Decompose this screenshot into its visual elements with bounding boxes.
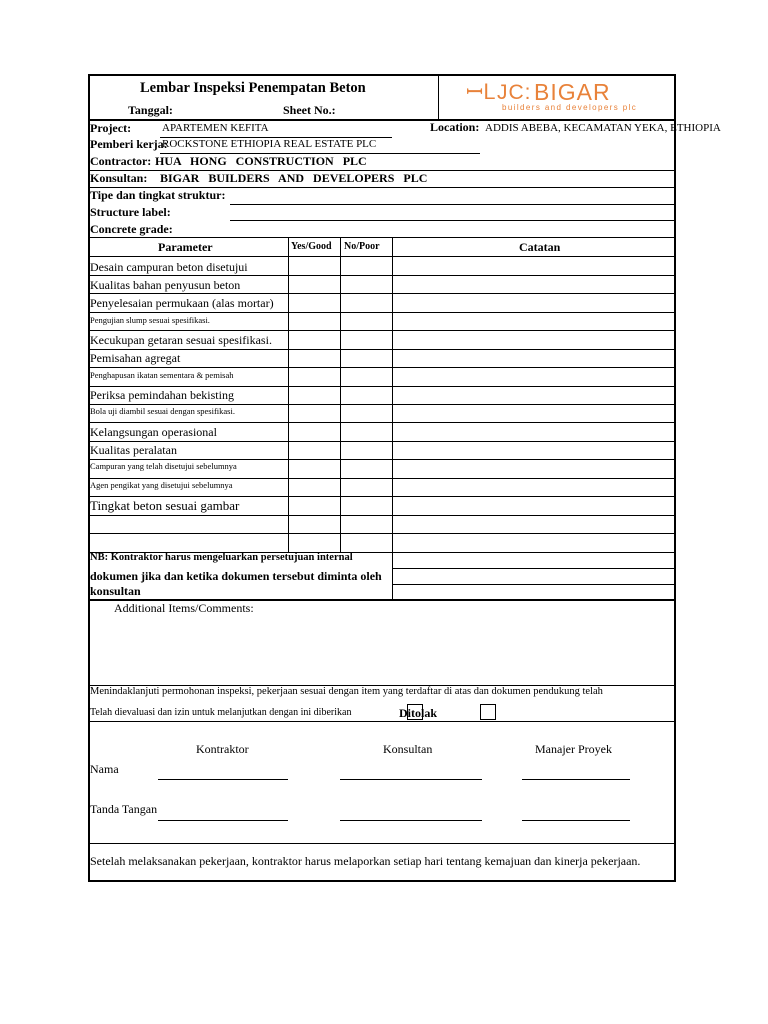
sheet-no-label: Sheet No.:: [283, 103, 336, 117]
contractor-signature-line[interactable]: [158, 820, 288, 821]
project-value: APARTEMEN KEFITA: [162, 122, 269, 134]
header-yes-good: Yes/Good: [291, 241, 332, 252]
table-row-divider: [88, 367, 676, 368]
table-row-divider: [88, 349, 676, 350]
parameter-label: Penghapusan ikatan sementara & pemisah: [90, 370, 234, 380]
manager-signature-line[interactable]: [522, 820, 630, 821]
parameter-label: Campuran yang telah disetujui sebelumnya: [90, 461, 237, 471]
consultant-signature-line[interactable]: [340, 820, 482, 821]
header-notes: Catatan: [519, 240, 561, 254]
header-divider: [438, 75, 439, 120]
name-label: Nama: [90, 762, 119, 776]
consultant-name-line[interactable]: [340, 779, 482, 780]
table-row-divider: [88, 312, 676, 313]
followup-line-2: Telah dievaluasi dan izin untuk melanjutkan dengan ini diberikan: [90, 707, 352, 718]
parameter-label: Bola uji diambil sesuai dengan spesifikasi.: [90, 406, 235, 416]
rule-nb-notes-2: [392, 584, 676, 585]
concrete-grade-label: Concrete grade:: [90, 222, 173, 236]
followup-line-1: Menindaklanjuti permohonan inspeksi, pekerjaan sesuai dengan item yang terdaftar di atas dan dokumen pendukung telah: [90, 686, 603, 697]
signatory-contractor: Kontraktor: [196, 742, 249, 756]
parameter-label: Kecukupan getaran sesuai spesifikasi.: [90, 333, 272, 347]
date-label: Tanggal:: [128, 103, 173, 117]
rule-followup-bottom: [88, 721, 676, 722]
rejected-label: Ditolak: [399, 706, 438, 720]
rule-info-bottom: [88, 237, 676, 238]
table-row-divider: [88, 386, 676, 387]
employer-label: Pemberi kerja:: [90, 137, 168, 151]
structure-type-line: [230, 204, 674, 205]
header-parameter: Parameter: [158, 240, 213, 254]
parameter-label: Desain campuran beton disetujui: [90, 260, 248, 274]
table-row-divider: [88, 256, 676, 257]
parameter-label: Pemisahan agregat: [90, 351, 181, 365]
table-row-divider: [88, 496, 676, 497]
nb-line-2: dokumen jika dan ketika dokumen tersebut diminta oleh: [90, 569, 382, 583]
parameter-label: Penyelesaian permukaan (alas mortar): [90, 296, 274, 310]
form-title: Lembar Inspeksi Penempatan Beton: [140, 80, 366, 96]
structure-label-line: [230, 220, 674, 221]
table-row-divider: [88, 293, 676, 294]
structure-label-label: Structure label:: [90, 205, 171, 219]
consultant-label: Konsultan:: [90, 171, 148, 185]
location-label: Location:: [430, 120, 480, 134]
contractor-label: Contractor:: [90, 154, 152, 168]
location-value: ADDIS ABEBA, KECAMATAN YEKA, ETHIOPIA: [485, 122, 721, 134]
comments-label: Additional Items/Comments:: [114, 601, 254, 615]
table-row-divider: [88, 533, 676, 534]
signatory-manager: Manajer Proyek: [535, 742, 612, 756]
project-label: Project:: [90, 121, 132, 135]
header-bottom-rule: [88, 119, 676, 121]
rule-footer-top: [88, 843, 676, 844]
parameter-label: Tingkat beton sesuai gambar: [90, 498, 240, 513]
parameter-label: Kualitas bahan penyusun beton: [90, 278, 241, 292]
parameter-label: Agen pengikat yang disetujui sebelumnya: [90, 480, 233, 490]
parameter-label: Pengujian slump sesuai spesifikasi.: [90, 315, 210, 325]
manager-name-line[interactable]: [522, 779, 630, 780]
employer-value: ROCKSTONE ETHIOPIA REAL ESTATE PLC: [162, 138, 377, 150]
logo-mark: ꟷᏞJC:: [466, 81, 532, 104]
col-divider-yes: [288, 237, 289, 552]
approve-checkbox[interactable]: [407, 704, 423, 720]
rejected-checkbox[interactable]: [480, 704, 496, 720]
table-row-divider: [88, 404, 676, 405]
table-row-divider: [88, 441, 676, 442]
signature-label: Tanda Tangan: [90, 802, 158, 816]
table-row-divider: [88, 422, 676, 423]
nb-line-1: NB: Kontraktor harus mengeluarkan persetujuan internal: [90, 552, 353, 563]
structure-type-label: Tipe dan tingkat struktur:: [90, 188, 226, 202]
bigar-logo: [466, 80, 656, 114]
contractor-name-line[interactable]: [158, 779, 288, 780]
col-divider-no: [340, 237, 341, 552]
parameter-label: Periksa pemindahan bekisting: [90, 388, 234, 402]
contractor-value: HUA HONG CONSTRUCTION PLC: [155, 154, 367, 168]
parameter-label: Kualitas peralatan: [90, 443, 177, 457]
table-row-divider: [88, 515, 676, 516]
parameter-label: Kelangsungan operasional: [90, 425, 217, 439]
table-row-divider: [88, 275, 676, 276]
consultant-value: BIGAR BUILDERS AND DEVELOPERS PLC: [160, 171, 428, 185]
table-row-divider: [88, 330, 676, 331]
col-divider-notes: [392, 237, 393, 599]
logo-tagline: builders and developers plc: [502, 103, 638, 112]
nb-line-3: konsultan: [90, 584, 141, 598]
header-no-poor: No/Poor: [344, 241, 380, 252]
footer-note: Setelah melaksanakan pekerjaan, kontraktor harus melaporkan setiap hari tentang kemajuan dan kinerja pekerjaan.: [90, 854, 641, 868]
table-row-divider: [88, 459, 676, 460]
rule-nb-notes-1: [392, 568, 676, 569]
logo-name: BIGAR: [534, 79, 611, 105]
signatory-consultant: Konsultan: [383, 742, 433, 756]
table-row-divider: [88, 478, 676, 479]
